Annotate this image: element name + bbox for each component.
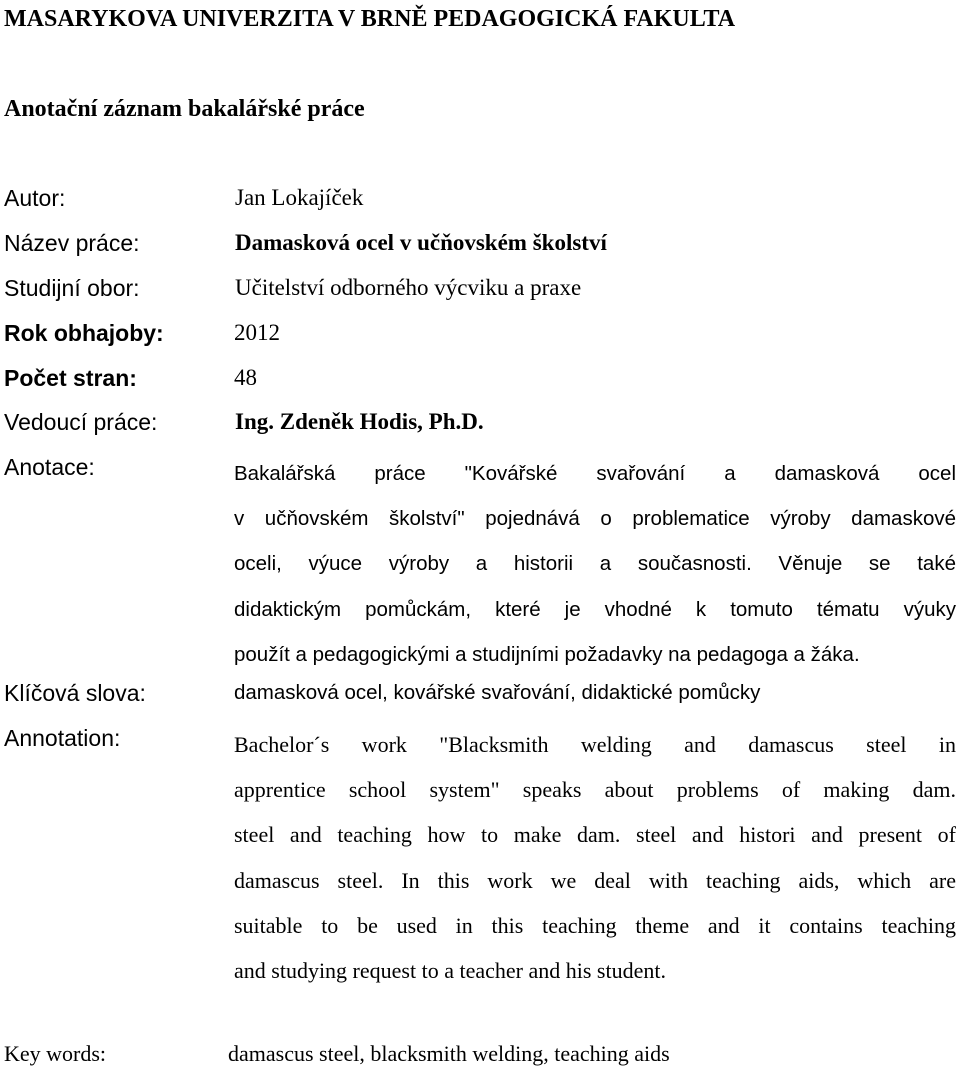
page-count-label: Počet stran: <box>4 365 137 391</box>
annotation-line: damascus steel. In this work we deal with teaching aids, which are <box>234 867 956 893</box>
page-count-value: 48 <box>234 365 257 390</box>
defense-year-value: 2012 <box>234 320 280 345</box>
annotation-line: steel and teaching how to make dam. steel and histori and present of <box>234 822 956 848</box>
study-field-value: Učitelství odborného výcviku a praxe <box>235 275 582 300</box>
annotation-line: apprentice school system" speaks about problems of making dam. <box>234 777 956 803</box>
anotace-text <box>234 451 956 677</box>
keywords-cz-value: damasková ocel, kovářské svařování, didaktické pomůcky <box>234 681 761 704</box>
defense-year-label: Rok obhajoby: <box>4 320 164 346</box>
annotation-line: suitable to be used in this teaching theme and it contains teaching <box>234 912 956 938</box>
study-field-label: Studijní obor: <box>4 275 140 301</box>
keywords-cz-label: Klíčová slova: <box>4 680 146 706</box>
author-value: Jan Lokajíček <box>235 185 364 210</box>
university-heading: MASARYKOVA UNIVERZITA V BRNĚ PEDAGOGICKÁ FAKULTA <box>4 6 736 32</box>
anotace-label: Anotace: <box>4 454 95 480</box>
record-title: Anotační záznam bakalářské práce <box>4 96 365 122</box>
thesis-title-value: Damasková ocel v učňovském školství <box>235 230 607 255</box>
keywords-en-label: Key words: <box>4 1041 107 1066</box>
annotation-text <box>234 722 956 993</box>
author-label: Autor: <box>4 185 66 211</box>
thesis-title-label: Název práce: <box>4 230 140 256</box>
anotace-line: použít a pedagogickými a studijními požadavky na pedagoga a žáka. <box>234 642 860 666</box>
anotace-line: Bakalářská práce "Kovářské svařování a damasková ocel <box>234 462 956 485</box>
anotace-line: didaktickým pomůckám, které je vhodné k tomuto tématu výuky <box>234 597 956 621</box>
keywords-en-value: damascus steel, blacksmith welding, teaching aids <box>228 1041 670 1066</box>
anotace-line: v učňovském školství" pojednává o problematice výroby damaskové <box>234 507 956 531</box>
annotation-label: Annotation: <box>4 725 121 751</box>
annotation-line: Bachelor´s work "Blacksmith welding and damascus steel in <box>234 732 956 757</box>
supervisor-value: Ing. Zdeněk Hodis, Ph.D. <box>235 409 484 434</box>
annotation-line: and studying request to a teacher and his student. <box>234 958 666 984</box>
anotace-line: oceli, výuce výroby a historii a současnosti. Věnuje se také <box>234 552 956 576</box>
supervisor-label: Vedoucí práce: <box>4 409 158 435</box>
